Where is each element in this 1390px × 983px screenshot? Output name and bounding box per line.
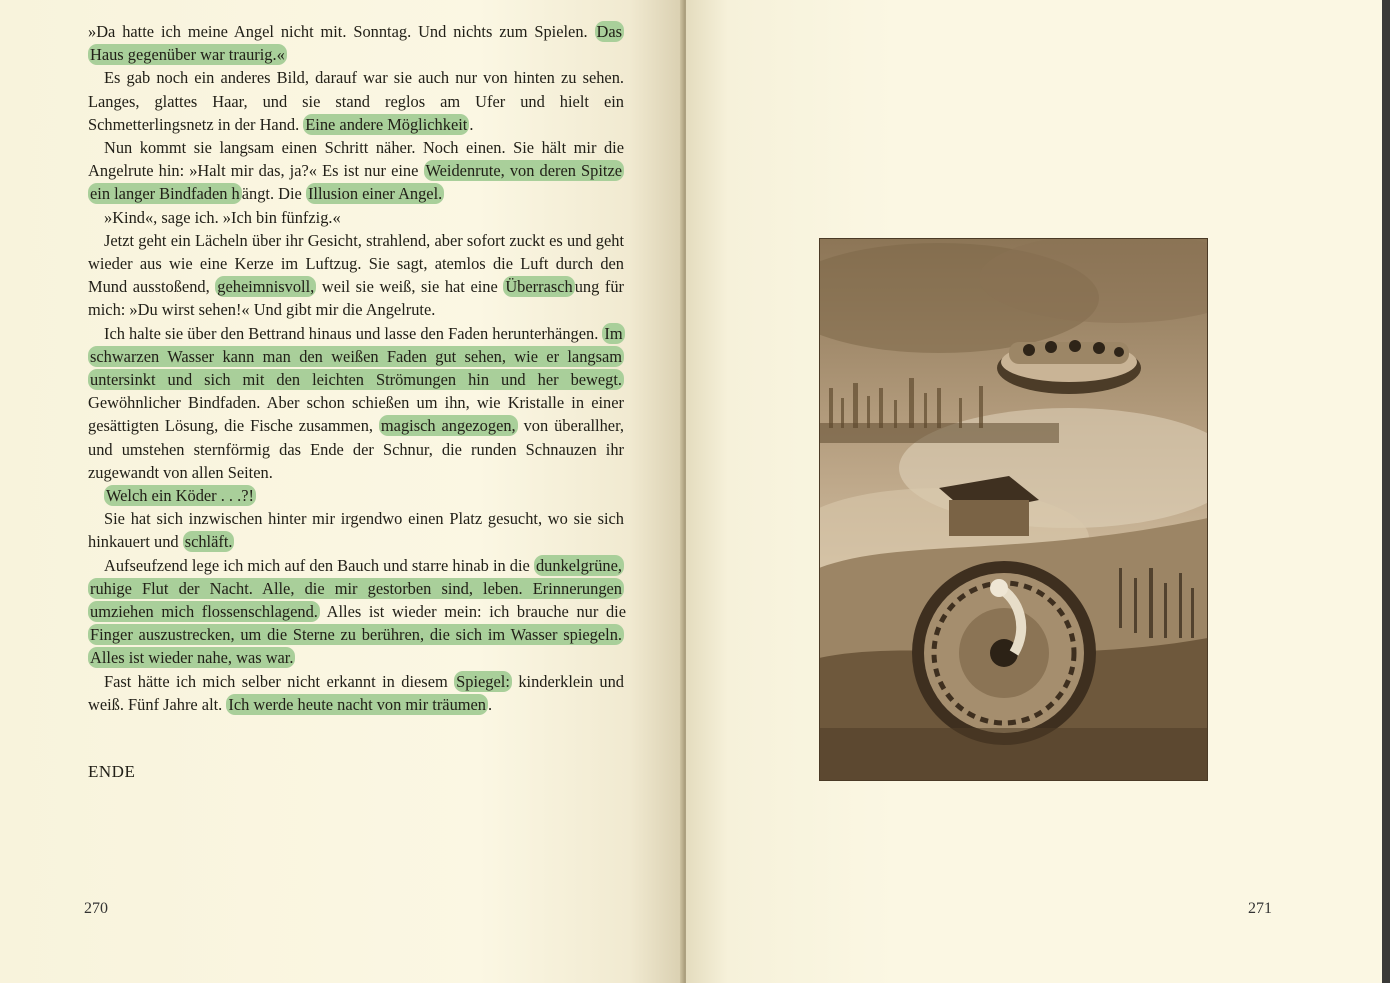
text-segment: Fast hätte ich mich selber nicht erkannt in diesem xyxy=(104,671,455,691)
highlighted-text: Eine andere Möglichkeit xyxy=(305,114,468,134)
highlighted-text: Finger auszustrecken, um die Sterne zu berühren, die sich im Wasser spiegeln. Alles ist wieder nahe, was war. xyxy=(90,625,622,668)
page-number-left: 270 xyxy=(84,900,108,917)
text-segment: ung für mich: »Du wirst sehen!« Und gibt mir die Angelrute. xyxy=(88,277,624,320)
paragraph xyxy=(88,670,624,716)
paragraph xyxy=(88,206,624,229)
text-segment: kinderklein und weiß. Fünf Jahre alt. xyxy=(88,671,624,714)
paragraph xyxy=(88,66,624,136)
paragraph xyxy=(88,484,624,507)
highlighted-text: schläft. xyxy=(184,532,233,552)
text-segment: Ich halte sie über den Bettrand hinaus und lasse den Faden herunterhängen. xyxy=(104,323,603,343)
text-segment: . xyxy=(469,114,474,134)
highlighted-text: geheimnisvoll, xyxy=(217,277,315,297)
text-segment: »Kind«, sage ich. »Ich bin fünfzig.« xyxy=(104,207,341,227)
background-edge xyxy=(1382,0,1390,983)
text-segment: »Da hatte ich meine Angel nicht mit. Sonntag. Und nichts zum Spielen. xyxy=(88,22,595,41)
highlighted-text: Überrasch xyxy=(505,277,573,297)
text-segment: Gewöhnlicher Bindfaden. Aber schon schießen um ihn, wie Kristalle in einer gesättigten Lösung, die Fische zusammen, xyxy=(88,393,624,436)
highlighted-text: Illusion einer Angel. xyxy=(307,184,443,204)
left-page xyxy=(0,0,684,983)
text-segment: Jetzt geht ein Lächeln über ihr Gesicht, strahlend, aber sofort zuckt es und geht wieder aus wie eine Kerze im Luftzug. Sie sagt, atemlos die Luft durch den Mund ausstoßend, xyxy=(88,230,624,297)
paragraph xyxy=(88,20,624,66)
paragraph xyxy=(88,507,624,553)
highlighted-text: Im schwarzen Wasser kann man den weißen Faden gut sehen, wie er langsam untersinkt und sich mit den leichten Strömungen hin und her bewegt. xyxy=(90,323,623,390)
paragraph xyxy=(88,554,624,670)
highlighted-text: Weidenrute, von deren Spitze ein langer Bindfaden h xyxy=(90,161,622,204)
highlighted-text: Das Haus gegenüber war traurig.« xyxy=(90,22,622,65)
text-segment: ängt. Die xyxy=(241,184,306,204)
text-segment: Aufseufzend lege ich mich auf den Bauch und starre hinab in die xyxy=(104,555,534,575)
highlighted-text: Ich werde heute nacht von mir träumen xyxy=(228,694,486,714)
page-number-right: 271 xyxy=(1248,900,1272,917)
highlighted-text: Welch ein Köder . . .?! xyxy=(106,486,254,506)
text-segment: Es gab noch ein anderes Bild, darauf war sie auch nur von hinten zu sehen. Langes, glattes Haar, und sie stand reglos am Ufer und hielt ein Schmetterlingsnetz in der Hand. xyxy=(88,68,624,134)
body-text xyxy=(88,20,624,716)
flying-machine-icon xyxy=(997,340,1141,394)
paragraph xyxy=(88,322,624,484)
text-segment: Sie hat sich inzwischen hinter mir irgendwo einen Platz gesucht, wo sie sich hinkauert und xyxy=(88,509,624,552)
engraving-illustration xyxy=(819,238,1208,781)
text-segment: von überallher, und umstehen sternförmig das Ende der Schnur, die runden Schnauzen ihr zugewandt von allen Seiten. xyxy=(88,416,624,482)
highlighted-text: Spiegel: xyxy=(456,671,510,691)
text-segment: weil sie weiß, sie hat eine xyxy=(316,277,504,297)
highlighted-text: magisch angezogen, xyxy=(380,416,516,436)
end-marker: ENDE xyxy=(88,762,136,781)
wheel-machine-icon xyxy=(912,561,1096,745)
paragraph xyxy=(88,136,624,206)
text-segment: . xyxy=(487,694,493,714)
highlighted-text: dunkelgrüne, ruhige Flut der Nacht. Alle, die mir gestorben sind, leben. Erinnerungen umziehen mich flossenschlagend. xyxy=(90,555,622,622)
paragraph xyxy=(88,229,624,322)
text-segment: Alles ist wieder mein: ich brauche nur die xyxy=(319,602,626,622)
text-segment: Nun kommt sie langsam einen Schritt näher. Noch einen. Sie hält mir die Angelrute hin: »Halt mir das, ja?« Es ist nur eine xyxy=(88,138,624,181)
